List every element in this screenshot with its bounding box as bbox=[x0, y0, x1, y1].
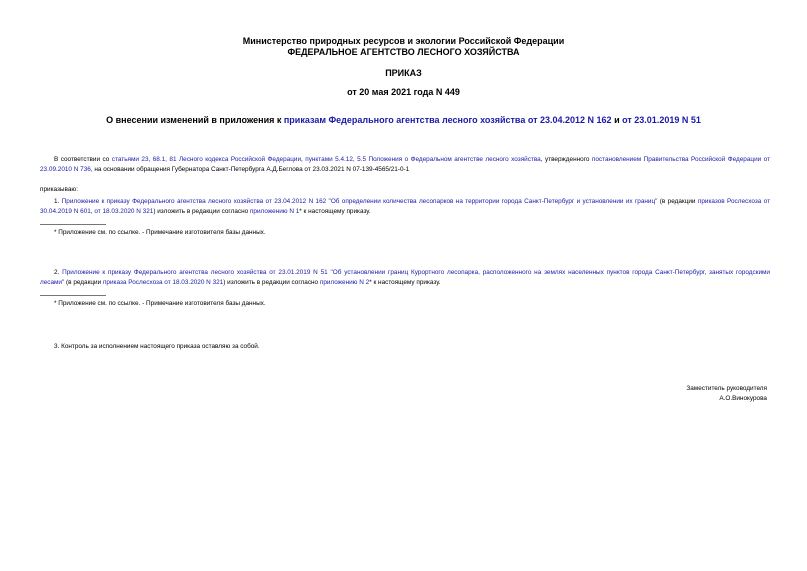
document-title bbox=[0, 115, 807, 125]
document-date-number: от 20 мая 2021 года N 449 bbox=[347, 87, 460, 97]
order-item-1 bbox=[40, 197, 770, 217]
title-mid: и bbox=[611, 115, 623, 125]
item2-number: 2. bbox=[54, 269, 63, 276]
title-prefix: О внесении изменений в приложения к bbox=[106, 115, 284, 125]
preamble-text-2: , bbox=[301, 156, 306, 163]
footnote-divider-2 bbox=[40, 295, 106, 296]
footnote-divider-1 bbox=[40, 224, 106, 225]
item1-text-4: * к настоящему приказу. bbox=[299, 208, 371, 215]
link-agency-regulation[interactable]: пунктами 5.4.12, 5.5 Положения о Федеральном агентстве лесного хозяйства bbox=[305, 156, 541, 163]
preamble-text-1: В соответствии со bbox=[54, 156, 112, 163]
item1-text-1: (в редакции bbox=[657, 198, 698, 205]
link-order-321-b[interactable]: приказа Рослесхоза от 18.03.2020 N 321 bbox=[102, 279, 224, 286]
link-appendix-order-51[interactable]: Приложение к приказу Федерального агентства лесного хозяйства от 23.01.2019 N 51 "Об установлении границ Курортного лесопарка, расположенного на землях населенных пунктов города Санкт-Петербург, занятых городскими лесами" bbox=[40, 269, 770, 286]
item1-text-3: ) изложить в редакции согласно bbox=[153, 208, 250, 215]
preamble-text-4: , на основании обращения Губернатора Санкт-Петербурга А.Д.Беглова от 23.03.2021 N 07-139-4565/21-0-1 bbox=[90, 166, 410, 173]
signatory-name: А.О.Винокурова bbox=[719, 395, 767, 402]
order-word: приказываю: bbox=[40, 186, 78, 193]
link-appendix-1[interactable]: приложению N 1 bbox=[249, 208, 300, 215]
signature-block bbox=[686, 384, 767, 404]
preamble-text-3: , утвержденного bbox=[540, 156, 592, 163]
item1-number: 1. bbox=[54, 198, 62, 205]
item2-text-2: ) изложить в редакции согласно bbox=[223, 279, 320, 286]
link-forest-code[interactable]: статьями 23, 68.1, 81 Лесного кодекса Российской Федерации bbox=[111, 156, 302, 163]
ministry-name: Министерство природных ресурсов и экологии Российской Федерации bbox=[242, 36, 565, 46]
order-item-2 bbox=[40, 268, 770, 288]
footnote-2: * Приложение см. по ссылке. - Примечание изготовителя базы данных. bbox=[54, 300, 266, 307]
signatory-position: Заместитель руководителя bbox=[686, 385, 767, 392]
link-government-resolution[interactable]: постановлением Правительства Российской Федерации от 23.09.2010 N 736 bbox=[40, 156, 771, 173]
link-order-321-a[interactable]: от 18.03.2020 N 321 bbox=[94, 208, 154, 215]
preamble-paragraph bbox=[40, 155, 770, 175]
title-link-order-162[interactable]: приказам Федерального агентства лесного хозяйства от 23.04.2012 N 162 bbox=[283, 115, 612, 125]
item1-text-2: , bbox=[90, 208, 95, 215]
document-type: ПРИКАЗ bbox=[385, 68, 422, 78]
link-appendix-2[interactable]: приложению N 2 bbox=[319, 279, 370, 286]
footnote-1: * Приложение см. по ссылке. - Примечание изготовителя базы данных. bbox=[54, 229, 266, 236]
link-order-601[interactable]: приказов Рослесхоза от 30.04.2019 N 601 bbox=[40, 198, 771, 215]
order-item-3: 3. Контроль за исполнением настоящего приказа оставляю за собой. bbox=[54, 343, 260, 350]
item2-text-3: * к настоящему приказу. bbox=[369, 279, 441, 286]
link-appendix-order-162[interactable]: Приложение к приказу Федерального агентства лесного хозяйства от 23.04.2012 N 162 "Об определении количества лесопарков на территории города Санкт-Петербург и установлении их границ" bbox=[61, 198, 658, 205]
title-link-order-51[interactable]: от 23.01.2019 N 51 bbox=[622, 115, 701, 125]
agency-name: ФЕДЕРАЛЬНОЕ АГЕНТСТВО ЛЕСНОГО ХОЗЯЙСТВА bbox=[287, 47, 520, 57]
item2-text-1: (в редакции bbox=[64, 279, 103, 286]
